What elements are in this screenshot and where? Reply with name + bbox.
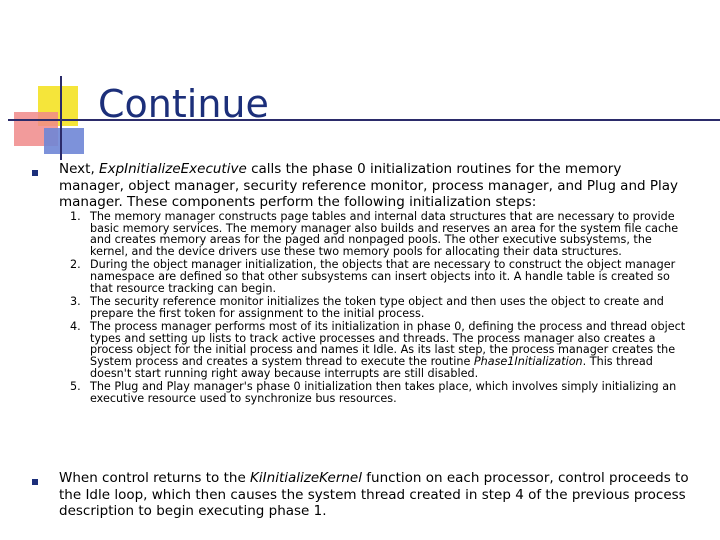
step-number: 4. [70,319,81,333]
step-number: 1. [70,210,81,223]
initialization-steps-list [70,211,686,406]
step-number: 2. [70,258,81,272]
step-number: 5. [70,379,81,393]
step-text: The security reference monitor initializes the token type object and then uses the object to create and prepare the first token for assignment to the initial process. [90,294,664,320]
step-text: The Plug and Play manager's phase 0 initialization then takes place, which involves simply initializing an executive resource used to synchronize bus resources. [90,379,677,405]
bullet-square-icon [32,170,38,176]
step-text: . This thread doesn't start running right away because interrupts are still disabled. [90,354,653,380]
bullet-paragraph-2 [59,470,689,520]
list-item [70,296,686,319]
decor-vertical-line [60,76,62,160]
step-text: During the object manager initialization, the objects that are necessary to construct the object manager namespace are defined so that other subsystems can insert objects into it. A handle table is created so that resource tracking can begin. [90,258,676,295]
step-text: The process manager performs most of its initialization in phase 0, defining the process and thread object types and setting up lists to track active processes and threads. The process manager also creates a process object for the initial process and names it Idle. As its last step, the process manager creates the System process and creates a system thread to execute the routine [90,319,686,368]
decor-blue-square [44,128,84,154]
bullet-paragraph-1 [59,161,689,211]
step-number: 3. [70,294,81,308]
step-text: The memory manager constructs page tables and internal data structures that are necessary to provide basic memory services. The memory manager also builds and reserves an area for the system file cache and creates memory areas for the paged and nonpaged pools. The other executive subsystems, the kernel, and the device drivers use these two memory pools for allocating their data structures. [90,210,679,259]
list-item [70,259,686,294]
text-run: When control returns to the [59,470,251,486]
list-item [70,381,686,404]
list-item [70,321,686,380]
list-item [70,211,686,258]
text-run: Next, [59,161,100,177]
slide-title: Continue [98,82,269,126]
text-run: calls the phase 0 initialization routines for the memory manager, object manager, security reference monitor, process manager, and Plug and Play manager. These components perform the following initialization steps: [59,161,679,210]
bullet-square-icon [32,479,38,485]
function-name: Phase1Initialization [473,354,583,368]
function-name: KiInitializeKernel [250,470,362,486]
function-name: ExpInitializeExecutive [99,161,247,177]
text-run: function on each processor, control proceeds to the Idle loop, which then causes the system thread created in step 4 of the previous process description to begin executing phase 1. [59,470,689,519]
